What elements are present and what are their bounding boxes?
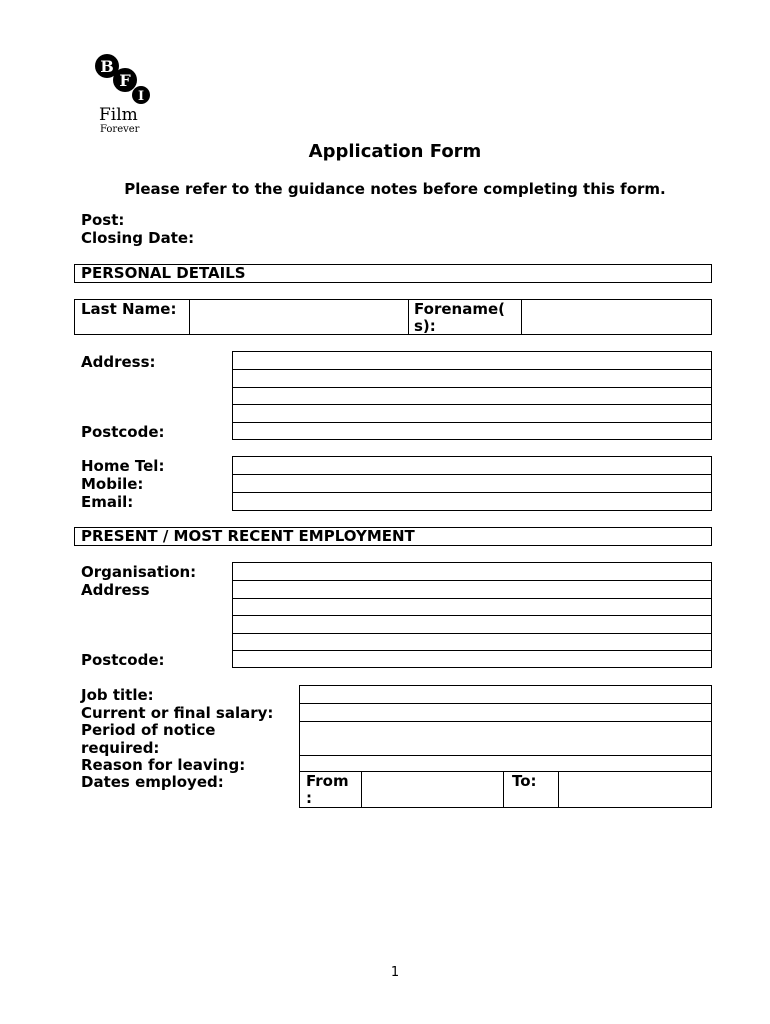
organisation-field[interactable]: [232, 562, 712, 668]
to-label: To:: [512, 772, 537, 790]
job-title-label: Job title:: [81, 686, 154, 704]
forename-field[interactable]: [522, 300, 711, 334]
contact-fields[interactable]: [232, 456, 712, 511]
home-tel-label: Home Tel:: [81, 457, 165, 475]
forename-label: Forename( s):: [414, 300, 505, 335]
to-date-field[interactable]: [559, 772, 711, 807]
org-address-label: Address: [81, 581, 150, 599]
logo-tagline: Forever: [100, 124, 140, 135]
notice-label: Period of notice required:: [81, 721, 216, 757]
page-title: Application Form: [308, 141, 482, 162]
from-label: From :: [306, 772, 349, 807]
address-label: Address:: [81, 353, 156, 371]
from-date-field[interactable]: [362, 772, 503, 807]
employment-header: [74, 527, 712, 546]
bfi-logo: [88, 52, 158, 136]
logo-letter-b: B: [100, 57, 114, 76]
last-name-field[interactable]: [190, 300, 408, 334]
name-row: [74, 299, 712, 335]
postcode-label: Postcode:: [81, 423, 165, 441]
salary-label: Current or final salary:: [81, 704, 274, 722]
address-field[interactable]: [232, 351, 712, 440]
reason-label: Reason for leaving:: [81, 756, 246, 774]
logo-letter-f: F: [119, 71, 131, 90]
personal-details-title: PERSONAL DETAILS: [81, 264, 246, 282]
dates-employed-label: Dates employed:: [81, 773, 224, 791]
post-label: Post:: [81, 211, 125, 229]
closing-date-label: Closing Date:: [81, 229, 195, 247]
job-details-field[interactable]: [299, 685, 712, 773]
organisation-label: Organisation:: [81, 563, 197, 581]
mobile-label: Mobile:: [81, 475, 144, 493]
employment-title: PRESENT / MOST RECENT EMPLOYMENT: [81, 527, 415, 545]
page-number: 1: [390, 965, 400, 980]
dates-row: [299, 771, 712, 808]
email-label: Email:: [81, 493, 134, 511]
last-name-label: Last Name:: [81, 300, 177, 318]
org-postcode-label: Postcode:: [81, 651, 165, 669]
logo-word-film: Film: [99, 105, 138, 125]
logo-letter-i: I: [137, 89, 145, 104]
guidance-note: Please refer to the guidance notes before completing this form.: [124, 180, 666, 198]
personal-details-header: [74, 264, 712, 283]
